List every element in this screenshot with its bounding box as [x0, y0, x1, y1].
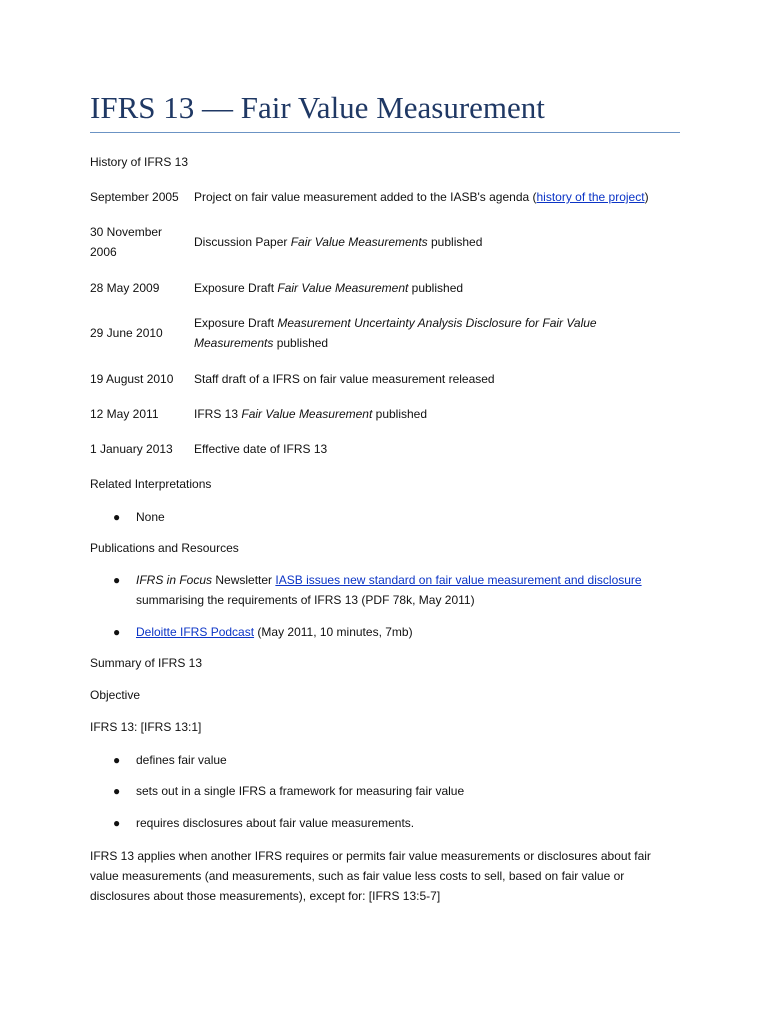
history-description-tail: published — [372, 407, 428, 421]
history-date: September 2005 — [90, 190, 179, 204]
history-description-title: Fair Value Measurement — [277, 281, 409, 295]
list-item — [90, 507, 680, 527]
history-description — [194, 187, 680, 207]
history-date: 28 May 2009 — [90, 281, 160, 295]
history-row — [90, 222, 680, 262]
objective-heading: Objective — [90, 688, 141, 702]
history-description-tail: published — [427, 235, 483, 249]
history-date: 12 May 2011 — [90, 407, 159, 421]
history-row — [90, 439, 680, 459]
history-description: Staff draft of a IFRS on fair value measurement released — [194, 372, 495, 386]
deloitte-podcast-link[interactable]: Deloitte IFRS Podcast — [136, 625, 255, 639]
list-item — [90, 570, 680, 610]
publications-heading: Publications and Resources — [90, 541, 239, 555]
history-description-text: Discussion Paper — [194, 235, 291, 249]
list-item-text: None — [136, 510, 165, 524]
history-of-the-project-link[interactable]: history of the project — [536, 190, 645, 204]
list-item — [90, 813, 680, 833]
list-item — [90, 781, 680, 801]
history-description-tail: published — [408, 281, 464, 295]
history-date: 1 January 2013 — [90, 442, 173, 456]
bullet-icon: ● — [113, 753, 121, 767]
bullet-icon: ● — [113, 510, 121, 524]
history-row — [90, 278, 680, 298]
newsletter-summary: summarising the requirements of IFRS 13 (PDF 78k, May 2011) — [136, 593, 475, 607]
paragraph-line: value measurements (and measurements, such as fair value less costs to sell, based on fair value or — [90, 869, 625, 883]
bullet-icon: ● — [113, 816, 121, 830]
history-description-title: Measurement Uncertainty Analysis Disclosure for Fair Value Measurements — [194, 316, 597, 350]
list-item-text — [136, 622, 680, 642]
document-title: IFRS 13 — Fair Value Measurement — [90, 90, 545, 125]
history-date: 30 November 2006 — [90, 225, 163, 259]
list-item — [90, 622, 680, 642]
list-item-text: requires disclosures about fair value measurements. — [136, 816, 415, 830]
list-item-text — [136, 570, 680, 610]
bullet-icon: ● — [113, 573, 121, 587]
history-description-title: Fair Value Measurement — [241, 407, 373, 421]
bullet-icon: ● — [113, 784, 121, 798]
podcast-details: (May 2011, 10 minutes, 7mb) — [254, 625, 413, 639]
history-description — [194, 404, 680, 424]
title-underline — [90, 132, 680, 133]
history-description-title: Fair Value Measurements — [290, 235, 428, 249]
paragraph-line: disclosures about those measurements), except for: [IFRS 13:5-7] — [90, 889, 441, 903]
scope-paragraph — [90, 846, 680, 906]
history-description-text: Project on fair value measurement added to the IASB's agenda ( — [194, 190, 537, 204]
paragraph-line: IFRS 13 applies when another IFRS requires or permits fair value measurements or disclosures about fair — [90, 849, 651, 863]
newsletter-name: IFRS in Focus — [136, 573, 213, 587]
bullet-icon: ● — [113, 625, 121, 639]
newsletter-label: Newsletter — [212, 573, 276, 587]
summary-heading: Summary of IFRS 13 — [90, 656, 203, 670]
related-interpretations-heading: Related Interpretations — [90, 477, 212, 491]
history-description — [194, 232, 680, 252]
list-item — [90, 750, 680, 770]
history-description — [194, 313, 634, 353]
history-description-text: IFRS 13 — [194, 407, 242, 421]
history-heading: History of IFRS 13 — [90, 155, 189, 169]
iasb-standard-link[interactable]: IASB issues new standard on fair value measurement and disclosure — [275, 573, 642, 587]
history-row — [90, 187, 680, 207]
history-description-text: Exposure Draft — [194, 316, 278, 330]
history-row — [90, 369, 680, 389]
history-row — [90, 404, 680, 424]
history-description-tail: published — [273, 336, 329, 350]
history-date: 19 August 2010 — [90, 372, 174, 386]
history-date: 29 June 2010 — [90, 326, 163, 340]
objective-intro: IFRS 13: [IFRS 13:1] — [90, 720, 202, 734]
history-description-text: Exposure Draft — [194, 281, 278, 295]
history-description: Effective date of IFRS 13 — [194, 442, 328, 456]
list-item-text: defines fair value — [136, 753, 227, 767]
history-description — [194, 278, 680, 298]
list-item-text: sets out in a single IFRS a framework for measuring fair value — [136, 784, 465, 798]
history-description-tail: ) — [644, 190, 649, 204]
history-row — [90, 313, 680, 353]
